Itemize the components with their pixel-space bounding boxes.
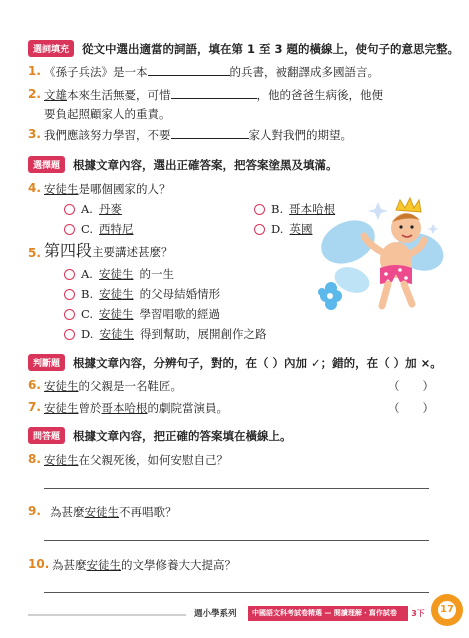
footer	[0, 606, 469, 626]
question-3-number: 3.	[28, 127, 41, 141]
q4-option-c[interactable]: C. 西特尼	[64, 221, 134, 237]
answer-blank[interactable]	[148, 64, 230, 76]
radio-circle-icon[interactable]	[64, 204, 75, 215]
radio-circle-icon[interactable]	[64, 289, 75, 300]
question-10-number: 10.	[28, 557, 50, 571]
q5-option-d[interactable]: D. 安徒生 得到幫助，展開創作之路	[64, 326, 266, 342]
radio-circle-icon[interactable]	[254, 204, 265, 215]
footer-series: 週小學系列	[194, 609, 237, 619]
answer-line[interactable]	[44, 488, 429, 489]
question-9: 為甚麼安徒生不再唱歌？	[50, 505, 177, 519]
question-2-number: 2.	[28, 87, 41, 101]
question-5-number: 5.	[28, 246, 41, 260]
section4-tag: 問答題	[28, 427, 65, 444]
section4-header	[28, 427, 292, 444]
radio-circle-icon[interactable]	[64, 224, 75, 235]
radio-circle-icon[interactable]	[64, 329, 75, 340]
section2-header	[28, 156, 338, 173]
q4-option-a[interactable]: A. 丹麥	[64, 201, 122, 217]
section1-tag: 選詞填充	[28, 40, 74, 57]
question-7: 安徒生曾於哥本哈根的劇院當演員。	[44, 401, 228, 415]
q4-option-b[interactable]: B. 哥本哈根	[254, 201, 335, 217]
question-2-line2: 要負起照顧家人的重責。	[44, 107, 171, 121]
question-6: 安徒生的父親是一名鞋匠。	[44, 379, 182, 393]
footer-divider	[28, 614, 186, 616]
section3-tag: 判斷題	[28, 354, 65, 371]
section2-instruction: 根據文章內容，選出正確答案，把答案塗黑及填滿。	[73, 157, 338, 172]
answer-blank[interactable]	[171, 127, 249, 139]
section4-instruction: 根據文章內容，把正確的答案填在橫線上。	[73, 428, 292, 443]
footer-section-label: 3下	[408, 606, 428, 621]
answer-paren[interactable]: （ ）	[388, 401, 434, 415]
question-6-number: 6.	[28, 378, 41, 392]
answer-blank[interactable]	[171, 87, 257, 99]
radio-circle-icon[interactable]	[254, 224, 265, 235]
question-8: 安徒生在父親死後，如何安慰自己？	[44, 453, 228, 467]
page-number: 17	[438, 601, 456, 619]
question-10: 為甚麼安徒生的文學修養大大提高？	[52, 558, 236, 572]
answer-line[interactable]	[44, 592, 429, 593]
answer-line[interactable]	[44, 540, 429, 541]
question-4: 安徒生是哪個國家的人？	[44, 182, 171, 196]
section3-instruction: 根據文章內容，分辨句子，對的，在（ ）內加 ✓；錯的，在（ ）加 ×。	[73, 355, 442, 370]
section1-instruction: 從文中選出適當的詞語，填在第 1 至 3 題的橫線上，使句子的意思完整。	[82, 41, 460, 56]
q4-option-d[interactable]: D. 英國	[254, 221, 312, 237]
question-2: 文雄本來生活無憂，可惜 ，他的爸爸生病後，他便	[44, 88, 383, 102]
question-9-number: 9.	[28, 504, 41, 518]
question-4-number: 4.	[28, 181, 41, 195]
cartoon-boy-illustration	[308, 196, 446, 324]
section2-tag: 選擇題	[28, 156, 65, 173]
question-3: 我們應該努力學習，不要 家人對我們的期望。	[44, 128, 352, 142]
radio-circle-icon[interactable]	[64, 309, 75, 320]
section3-header	[28, 354, 442, 371]
question-7-number: 7.	[28, 400, 41, 414]
radio-circle-icon[interactable]	[64, 269, 75, 280]
question-5: 第四段主要講述甚麼？	[44, 241, 173, 260]
answer-paren[interactable]: （ ）	[388, 379, 434, 393]
q5-option-a[interactable]: A. 安徒生 的一生	[64, 266, 174, 282]
section1-header	[28, 40, 459, 57]
question-8-number: 8.	[28, 452, 41, 466]
question-1: 《孫子兵法》是一本 的兵書，被翻譯成多國語言。	[44, 65, 379, 79]
question-1-number: 1.	[28, 64, 41, 78]
q5-option-b[interactable]: B. 安徒生 的父母結婚情形	[64, 286, 220, 302]
q5-option-c[interactable]: C. 安徒生 學習唱歌的經過	[64, 306, 220, 322]
footer-title-bar: 中國語文科考試卷精選 — 閱讀理解・寫作試卷	[248, 606, 426, 621]
